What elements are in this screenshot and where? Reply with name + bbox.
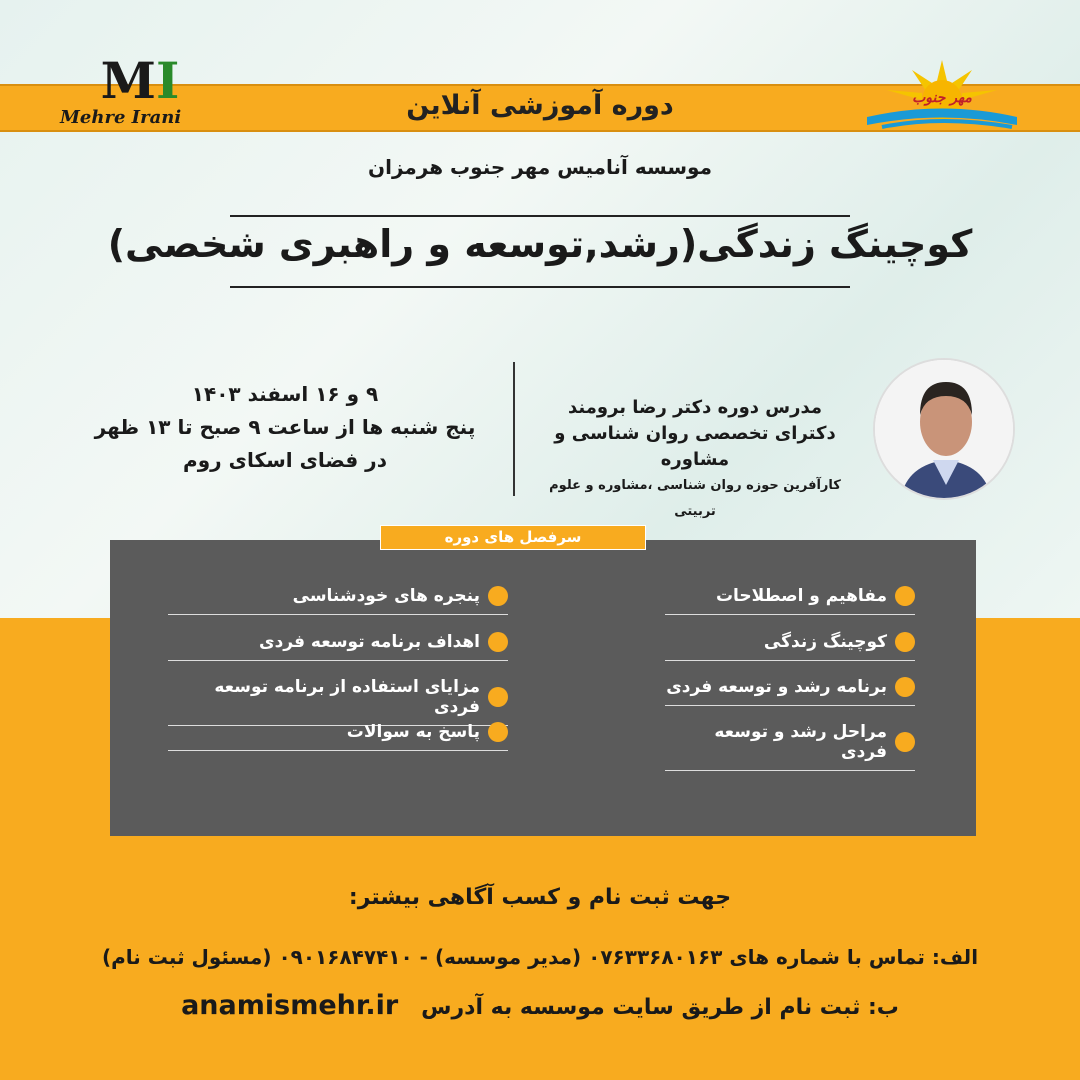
syllabus-item: اهداف برنامه توسعه فردی: [168, 632, 508, 661]
mehre-irani-logo: MI Mehre Irani: [60, 51, 182, 128]
bullet-icon: [488, 687, 508, 707]
bullet-icon: [488, 586, 508, 606]
bullet-icon: [488, 722, 508, 742]
syllabus-item: کوچینگ زندگی: [665, 632, 915, 661]
bullet-icon: [895, 586, 915, 606]
instructor-info: مدرس دوره دکتر رضا برومند دکترای تخصصی روان شناسی و مشاوره کارآفرین حوزه روان شناسی ،مشاوره و علوم تربیتی: [549, 397, 841, 519]
syllabus-item: برنامه رشد و توسعه فردی: [665, 677, 915, 706]
syllabus-item: پاسخ به سوالات: [168, 722, 508, 751]
institute-name: موسسه آنامیس مهر جنوب هرمزان: [368, 155, 712, 179]
syllabus-item: مفاهیم و اصطلاحات: [665, 586, 915, 615]
bullet-icon: [488, 632, 508, 652]
syllabus-label: سرفصل های دوره: [380, 525, 646, 550]
contact-heading: جهت ثبت نام و کسب آگاهی بیشتر:: [348, 885, 732, 910]
svg-text:مهر جنوب: مهر جنوب: [912, 90, 972, 106]
title-rule-top: [230, 215, 850, 217]
contact-phones: الف: تماس با شماره های ۰۷۶۳۳۶۸۰۱۶۳ (مدیر موسسه) - ۰۹۰۱۶۸۴۷۴۱۰ (مسئول ثبت نام): [101, 945, 979, 969]
bullet-icon: [895, 677, 915, 697]
course-title: کوچینگ زندگی(رشد,توسعه و راهبری شخصی): [107, 222, 973, 266]
mehr-jonoob-logo: [862, 55, 1022, 135]
bullet-icon: [895, 732, 915, 752]
syllabus-item: مراحل رشد و توسعه فردی: [665, 722, 915, 771]
divider: [513, 362, 515, 496]
instructor-photo: [873, 358, 1015, 500]
title-rule-bottom: [230, 286, 850, 288]
bullet-icon: [895, 632, 915, 652]
schedule: ۹ و ۱۶ اسفند ۱۴۰۳ پنج شنبه ها از ساعت ۹ صبح تا ۱۳ ظهر در فضای اسکای روم: [94, 382, 476, 472]
header-title: دوره آموزشی آنلاین: [406, 90, 674, 121]
syllabus-item: پنجره های خودشناسی: [168, 586, 508, 615]
website-link[interactable]: anamismehr.ir: [181, 990, 399, 1021]
contact-website-line: ب: ثبت نام از طریق سایت موسسه به آدرس anamismehr.ir: [181, 990, 899, 1021]
syllabus-item: مزایای استفاده از برنامه توسعه فردی: [168, 677, 508, 726]
